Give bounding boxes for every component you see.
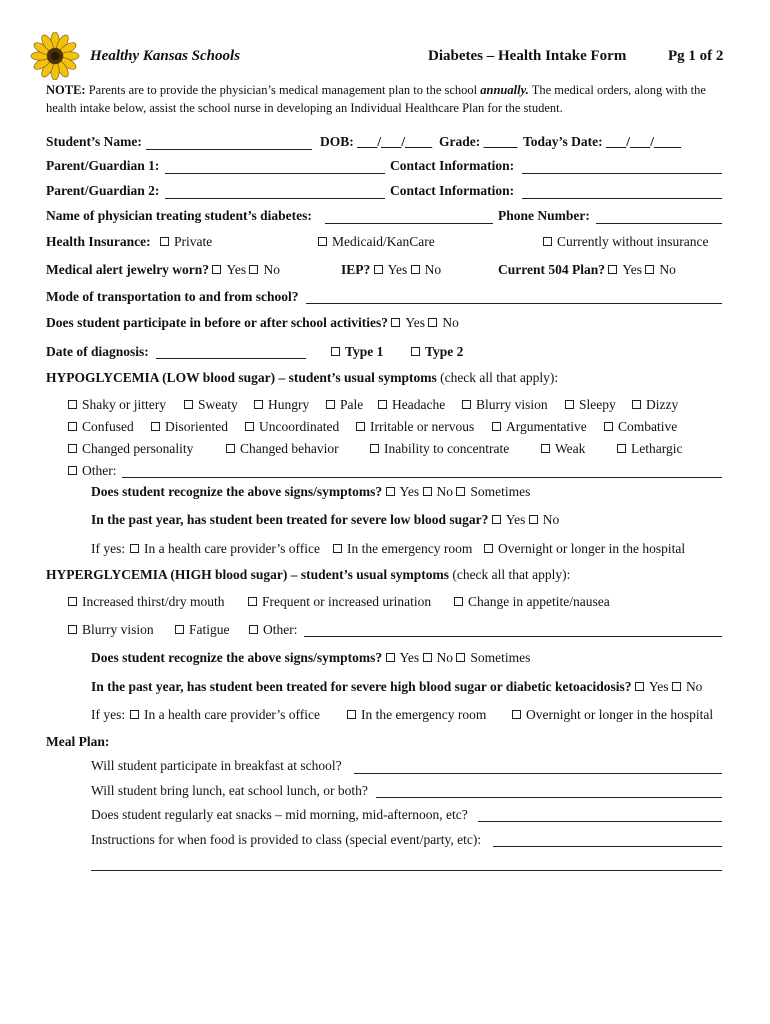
plan504-yes-checkbox[interactable] xyxy=(608,265,617,274)
hypo-changed-personality[interactable]: Changed personality xyxy=(68,441,193,457)
iep-yes-checkbox[interactable] xyxy=(374,265,383,274)
checkbox[interactable] xyxy=(356,422,365,431)
hyper-other[interactable]: Other: xyxy=(249,622,298,638)
hypo-weak[interactable]: Weak xyxy=(541,441,585,457)
parent2-label: Parent/Guardian 2: xyxy=(46,183,160,198)
hypo-hungry[interactable]: Hungry xyxy=(254,397,309,413)
checkbox[interactable] xyxy=(454,597,463,606)
checkbox[interactable] xyxy=(411,347,420,356)
meal-q4-field[interactable] xyxy=(493,846,722,847)
hypo-recognize-no[interactable] xyxy=(423,487,432,496)
note-text-after: The medical orders, along with the health intake below, assist the school nurse in developing an Individual Healthcare Plan for the student. xyxy=(46,83,706,115)
hyper-heading: HYPERGLYCEMIA (HIGH blood sugar) – student’s usual symptoms (check all that apply): xyxy=(46,567,571,582)
contact2-label: Contact Information: xyxy=(390,183,515,198)
hypo-changed-behavior[interactable]: Changed behavior xyxy=(226,441,339,457)
meal-q3-field[interactable] xyxy=(478,821,722,822)
iep-no-checkbox[interactable] xyxy=(411,265,420,274)
hyper-blurry[interactable]: Blurry vision xyxy=(68,622,154,638)
jewelry-yes-checkbox[interactable] xyxy=(212,265,221,274)
insurance-medicaid[interactable]: Medicaid/KanCare xyxy=(318,234,435,250)
checkbox[interactable] xyxy=(68,444,77,453)
dob-label: DOB: ___/___/____ xyxy=(320,134,433,149)
activities-yes-checkbox[interactable] xyxy=(391,318,400,327)
note-paragraph xyxy=(46,81,736,117)
activities-row: Does student participate in before or after school activities? Yes No xyxy=(46,315,459,330)
jewelry-row: Medical alert jewelry worn? Yes No xyxy=(46,262,280,277)
checkbox[interactable] xyxy=(254,400,263,409)
checkbox[interactable] xyxy=(249,625,258,634)
diagnosis-field[interactable] xyxy=(156,358,306,359)
hypo-uncoordinated[interactable]: Uncoordinated xyxy=(245,419,339,435)
hyper-ifyes-hospital[interactable]: Overnight or longer in the hospital xyxy=(512,707,713,723)
hyper-recognize-row: Does student recognize the above signs/symptoms? Yes No Sometimes xyxy=(91,650,531,665)
insurance-label: Health Insurance: xyxy=(46,234,151,249)
hyper-recognize-no[interactable] xyxy=(423,653,432,662)
hypo-treated-yes[interactable] xyxy=(492,515,501,524)
parent1-field[interactable] xyxy=(165,173,385,174)
diagnosis-label: Date of diagnosis: xyxy=(46,344,149,359)
checkbox[interactable] xyxy=(68,466,77,475)
checkbox[interactable] xyxy=(512,710,521,719)
parent1-label: Parent/Guardian 1: xyxy=(46,158,160,173)
checkbox[interactable] xyxy=(226,444,235,453)
checkbox[interactable] xyxy=(604,422,613,431)
checkbox[interactable] xyxy=(541,444,550,453)
insurance-none[interactable]: Currently without insurance xyxy=(543,234,708,250)
checkbox[interactable] xyxy=(378,400,387,409)
type1-option[interactable]: Type 1 xyxy=(331,344,383,360)
grade-label: Grade: _____ xyxy=(439,134,518,149)
hypo-treated-no[interactable] xyxy=(529,515,538,524)
hypo-headache[interactable]: Headache xyxy=(378,397,445,413)
hyper-recognize-yes[interactable] xyxy=(386,653,395,662)
hypo-recognize-sometimes[interactable] xyxy=(456,487,465,496)
checkbox[interactable] xyxy=(160,237,169,246)
type2-option[interactable]: Type 2 xyxy=(411,344,463,360)
checkbox[interactable] xyxy=(333,544,342,553)
meal-q4-label: Instructions for when food is provided to class (special event/party, etc): xyxy=(91,832,482,847)
checkbox[interactable] xyxy=(326,400,335,409)
hyper-recognize-sometimes[interactable] xyxy=(456,653,465,662)
insurance-private[interactable]: Private xyxy=(160,234,212,250)
hypo-other-field[interactable] xyxy=(122,477,722,478)
hyper-treated-yes[interactable] xyxy=(635,682,644,691)
hypo-argumentative[interactable]: Argumentative xyxy=(492,419,587,435)
hyper-urination[interactable]: Frequent or increased urination xyxy=(248,594,431,610)
hypo-heading: HYPOGLYCEMIA (LOW blood sugar) – student’s usual symptoms (check all that apply): xyxy=(46,370,559,385)
checkbox[interactable] xyxy=(331,347,340,356)
hypo-disoriented[interactable]: Disoriented xyxy=(151,419,228,435)
meal-q3-label: Does student regularly eat snacks – mid morning, mid-afternoon, etc? xyxy=(91,807,468,822)
hyper-ifyes-office[interactable]: In a health care provider’s office xyxy=(130,707,320,723)
checkbox[interactable] xyxy=(565,400,574,409)
phone-field[interactable] xyxy=(596,223,722,224)
hyper-treated-row: In the past year, has student been treated for severe high blood sugar or diabetic ketoacidosis? Yes No xyxy=(91,679,703,694)
hyper-appetite[interactable]: Change in appetite/nausea xyxy=(454,594,610,610)
hyper-other-field[interactable] xyxy=(304,636,722,637)
checkbox[interactable] xyxy=(318,237,327,246)
checkbox[interactable] xyxy=(462,400,471,409)
meal-q1-field[interactable] xyxy=(354,773,722,774)
student-name-label: Student’s Name: xyxy=(46,134,142,149)
checkbox[interactable] xyxy=(632,400,641,409)
hyper-ifyes-label: If yes: xyxy=(91,707,126,722)
hypo-dizzy[interactable]: Dizzy xyxy=(632,397,678,413)
phone-label: Phone Number: xyxy=(498,208,590,223)
meal-q2-field[interactable] xyxy=(376,797,722,798)
meal-q2-label: Will student bring lunch, eat school lunch, or both? xyxy=(91,783,368,798)
jewelry-no-checkbox[interactable] xyxy=(249,265,258,274)
checkbox[interactable] xyxy=(68,422,77,431)
meal-q1-label: Will student participate in breakfast at school? xyxy=(91,758,342,773)
hypo-shaky[interactable]: Shaky or jittery xyxy=(68,397,166,413)
hypo-ifyes-hospital[interactable]: Overnight or longer in the hospital xyxy=(484,541,685,557)
hyper-ifyes-er[interactable]: In the emergency room xyxy=(347,707,486,723)
plan504-no-checkbox[interactable] xyxy=(645,265,654,274)
checkbox[interactable] xyxy=(492,422,501,431)
hypo-sleepy[interactable]: Sleepy xyxy=(565,397,616,413)
checkbox[interactable] xyxy=(248,597,257,606)
checkbox[interactable] xyxy=(347,710,356,719)
parent2-field[interactable] xyxy=(165,198,385,199)
plan504-row: Current 504 Plan? Yes No xyxy=(498,262,676,277)
checkbox[interactable] xyxy=(484,544,493,553)
hypo-other[interactable]: Other: xyxy=(68,463,117,479)
checkbox[interactable] xyxy=(130,710,139,719)
checkbox[interactable] xyxy=(543,237,552,246)
activities-no-checkbox[interactable] xyxy=(428,318,437,327)
hypo-ifyes-er[interactable]: In the emergency room xyxy=(333,541,472,557)
hypo-ifyes-office[interactable]: In a health care provider’s office xyxy=(130,541,320,557)
checkbox[interactable] xyxy=(68,597,77,606)
hypo-blurry[interactable]: Blurry vision xyxy=(462,397,548,413)
page-number: Pg 1 of 2 xyxy=(668,48,724,64)
physician-field[interactable] xyxy=(325,223,493,224)
hypo-combative[interactable]: Combative xyxy=(604,419,677,435)
checkbox[interactable] xyxy=(151,422,160,431)
checkbox[interactable] xyxy=(68,625,77,634)
hypo-sweaty[interactable]: Sweaty xyxy=(184,397,238,413)
iep-row: IEP? Yes No xyxy=(341,262,442,277)
hypo-pale[interactable]: Pale xyxy=(326,397,363,413)
checkbox[interactable] xyxy=(68,400,77,409)
checkbox[interactable] xyxy=(617,444,626,453)
hypo-recognize-yes[interactable] xyxy=(386,487,395,496)
today-date-label: Today’s Date: ___/___/____ xyxy=(523,134,682,149)
transport-label: Mode of transportation to and from school? xyxy=(46,289,299,304)
hypo-treated-row: In the past year, has student been treated for severe low blood sugar? Yes No xyxy=(91,512,560,527)
contact2-field[interactable] xyxy=(522,198,722,199)
hypo-irritable[interactable]: Irritable or nervous xyxy=(356,419,474,435)
form-title: Diabetes – Health Intake Form xyxy=(428,48,627,64)
hypo-inability-concentrate[interactable]: Inability to concentrate xyxy=(370,441,509,457)
hyper-treated-no[interactable] xyxy=(672,682,681,691)
checkbox[interactable] xyxy=(130,544,139,553)
contact1-field[interactable] xyxy=(522,173,722,174)
contact1-label: Contact Information: xyxy=(390,158,515,173)
hyper-thirst[interactable]: Increased thirst/dry mouth xyxy=(68,594,224,610)
note-emphasis: annually. xyxy=(480,83,529,97)
hypo-recognize-row: Does student recognize the above signs/symptoms? Yes No Sometimes xyxy=(91,484,531,499)
note-text-before: Parents are to provide the physician’s medical management plan to the school xyxy=(85,83,481,97)
hypo-ifyes-label: If yes: xyxy=(91,541,126,556)
checkbox[interactable] xyxy=(245,422,254,431)
hyper-fatigue[interactable]: Fatigue xyxy=(175,622,230,638)
meal-heading: Meal Plan: xyxy=(46,734,110,749)
hypo-confused[interactable]: Confused xyxy=(68,419,134,435)
checkbox[interactable] xyxy=(184,400,193,409)
physician-label: Name of physician treating student’s diabetes: xyxy=(46,208,312,223)
transport-field[interactable] xyxy=(306,303,722,304)
sunflower-logo xyxy=(30,32,80,80)
meal-extra-line[interactable] xyxy=(91,870,722,871)
note-label: NOTE: xyxy=(46,83,86,97)
checkbox[interactable] xyxy=(370,444,379,453)
hypo-lethargic[interactable]: Lethargic xyxy=(617,441,682,457)
checkbox[interactable] xyxy=(175,625,184,634)
org-name: Healthy Kansas Schools xyxy=(90,48,241,64)
student-name-field[interactable] xyxy=(146,149,312,150)
